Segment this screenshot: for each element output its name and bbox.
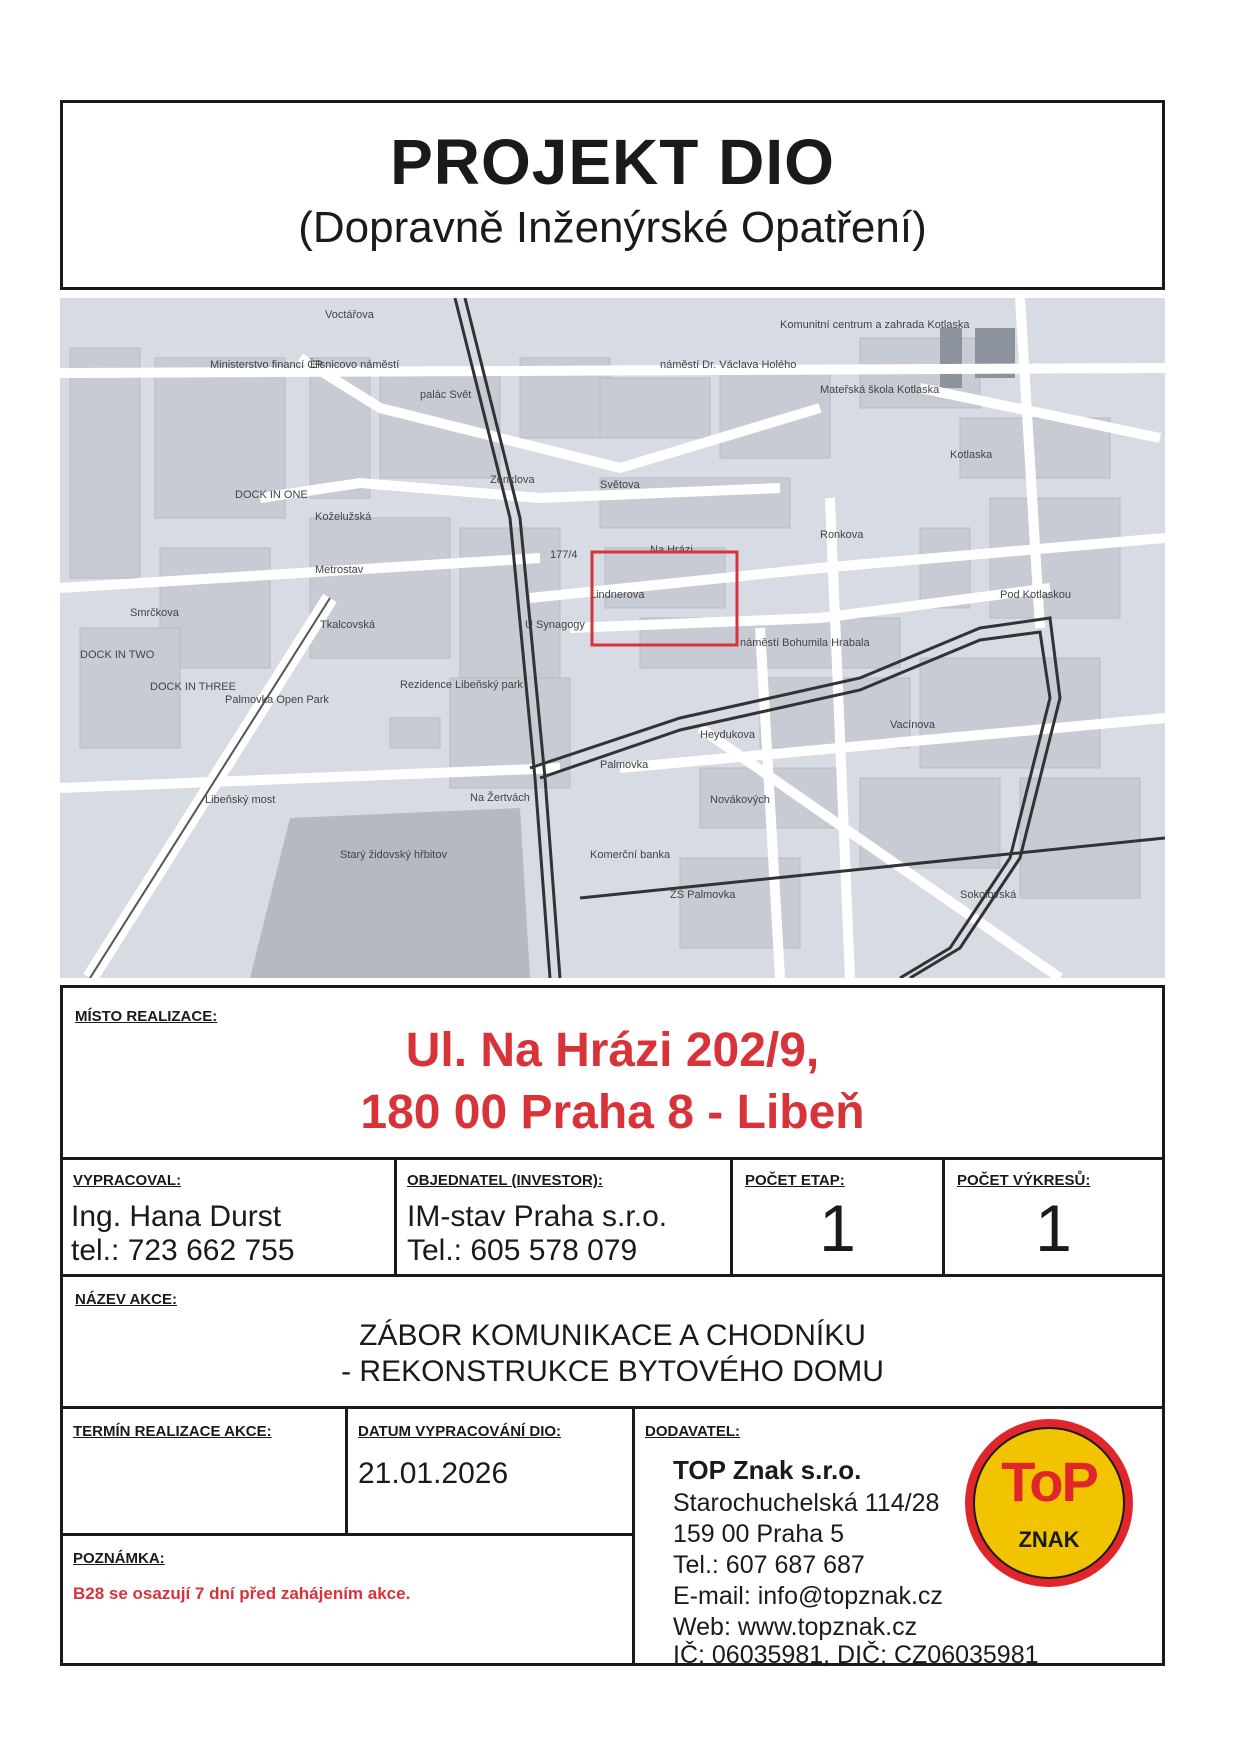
map-label: ZŠ Palmovka — [670, 889, 736, 901]
map-label: Vacínova — [890, 719, 936, 731]
map-label: Na Žertvách — [470, 792, 530, 804]
supplier-ids: IČ: 06035981, DIČ: CZ06035981 — [673, 1641, 1039, 1669]
site-address-line1: Ul. Na Hrázi 202/9, — [405, 1024, 820, 1077]
map-label: Smrčkova — [130, 607, 179, 619]
map-label: Lindnerova — [590, 589, 645, 601]
map-svg — [60, 298, 1165, 978]
map-label: Heydukova — [700, 729, 756, 741]
logo-top-text: ToP — [1001, 1450, 1097, 1513]
map-label: Voctářova — [325, 309, 374, 321]
note-box — [60, 1533, 635, 1666]
supplier-city: 159 00 Praha 5 — [673, 1520, 844, 1548]
map-label: Tkalcovská — [320, 619, 376, 631]
action-line2: - REKONSTRUKCE BYTOVÉHO DOMU — [341, 1355, 884, 1388]
site-label: MÍSTO REALIZACE: — [75, 1008, 218, 1025]
prepared-label: VYPRACOVAL: — [73, 1172, 182, 1189]
supplier-web: Web: www.topznak.cz — [673, 1613, 918, 1641]
map-label: Kotlaska — [950, 449, 993, 461]
map-label: Elsnicovo náměstí — [310, 359, 400, 371]
map-label: Sokolovská — [960, 889, 1017, 901]
map-label: DOCK IN ONE — [235, 489, 308, 501]
date-box — [345, 1406, 635, 1536]
date-value: 21.01.2026 — [358, 1457, 509, 1490]
map-label: Ronkova — [820, 529, 864, 541]
supplier-company: TOP Znak s.r.o. — [673, 1455, 862, 1485]
map-label: Světova — [600, 479, 640, 491]
map-label: Libeňský most — [205, 794, 276, 806]
map-label: náměstí Dr. Václava Holého — [660, 359, 797, 371]
map-label: Na Hrázi — [650, 544, 693, 556]
note-label: POZNÁMKA: — [73, 1550, 165, 1567]
map-label: Novákových — [710, 794, 770, 806]
term-box — [60, 1406, 348, 1536]
stages-value: 1 — [819, 1191, 856, 1265]
map-label: Metrostav — [315, 564, 364, 576]
map-label: Palmovka — [600, 759, 649, 771]
site-address-line2: 180 00 Praha 8 - Libeň — [360, 1086, 865, 1139]
page-subtitle: (Dopravně Inženýrské Opatření) — [298, 203, 927, 252]
logo-bottom-text: ZNAK — [1018, 1527, 1080, 1552]
map-label: náměstí Bohumila Hrabala — [740, 637, 870, 649]
action-line1: ZÁBOR KOMUNIKACE A CHODNÍKU — [359, 1319, 866, 1352]
location-map — [60, 298, 1165, 978]
supplier-street: Starochuchelská 114/28 — [673, 1489, 940, 1517]
map-label: Zenklova — [490, 474, 535, 486]
map-label: 177/4 — [550, 549, 578, 561]
map-label: Starý židovský hřbitov — [340, 849, 447, 861]
supplier-email: E-mail: info@topznak.cz — [673, 1582, 943, 1610]
map-label: Mateřská škola Kotlaska — [820, 384, 940, 396]
client-label: OBJEDNATEL (INVESTOR): — [407, 1172, 603, 1189]
client-name: IM-stav Praha s.r.o. — [407, 1200, 668, 1233]
term-label: TERMÍN REALIZACE AKCE: — [73, 1423, 272, 1440]
stages-label: POČET ETAP: — [745, 1172, 845, 1189]
topznak-logo — [965, 1419, 1133, 1587]
map-label: Rezidence Libeňský park — [400, 679, 523, 691]
prepared-phone: tel.: 723 662 755 — [71, 1234, 295, 1267]
supplier-label: DODAVATEL: — [645, 1423, 740, 1440]
stages-box — [730, 1157, 945, 1277]
map-label: Ministerstvo financí ČR — [210, 359, 324, 371]
site-box — [60, 985, 1165, 1160]
header-box — [60, 100, 1165, 290]
prepared-name: Ing. Hana Durst — [71, 1200, 282, 1233]
prepared-box — [60, 1157, 397, 1277]
map-label: palác Svět — [420, 389, 472, 401]
drawings-label: POČET VÝKRESŮ: — [957, 1172, 1091, 1189]
map-label: DOCK IN THREE — [150, 681, 236, 693]
drawings-box — [942, 1157, 1165, 1277]
map-label: DOCK IN TWO — [80, 649, 155, 661]
map-label: Koželužská — [315, 511, 372, 523]
date-label: DATUM VYPRACOVÁNÍ DIO: — [358, 1423, 562, 1440]
map-label: U Synagogy — [525, 619, 585, 631]
client-box — [394, 1157, 733, 1277]
drawings-value: 1 — [1035, 1191, 1072, 1265]
action-box — [60, 1274, 1165, 1409]
map-label: Komerční banka — [590, 849, 671, 861]
supplier-box — [632, 1406, 1165, 1669]
note-text: B28 se osazují 7 dní před zahájením akce. — [73, 1584, 411, 1603]
supplier-phone: Tel.: 607 687 687 — [673, 1551, 865, 1579]
map-label: Pod Kotlaskou — [1000, 589, 1071, 601]
action-label: NÁZEV AKCE: — [75, 1291, 177, 1308]
client-phone: Tel.: 605 578 079 — [407, 1234, 638, 1267]
map-label: Komunitní centrum a zahrada Kotlaska — [780, 319, 970, 331]
map-label: Palmovka Open Park — [225, 694, 329, 706]
page-title: PROJEKT DIO — [390, 126, 835, 198]
